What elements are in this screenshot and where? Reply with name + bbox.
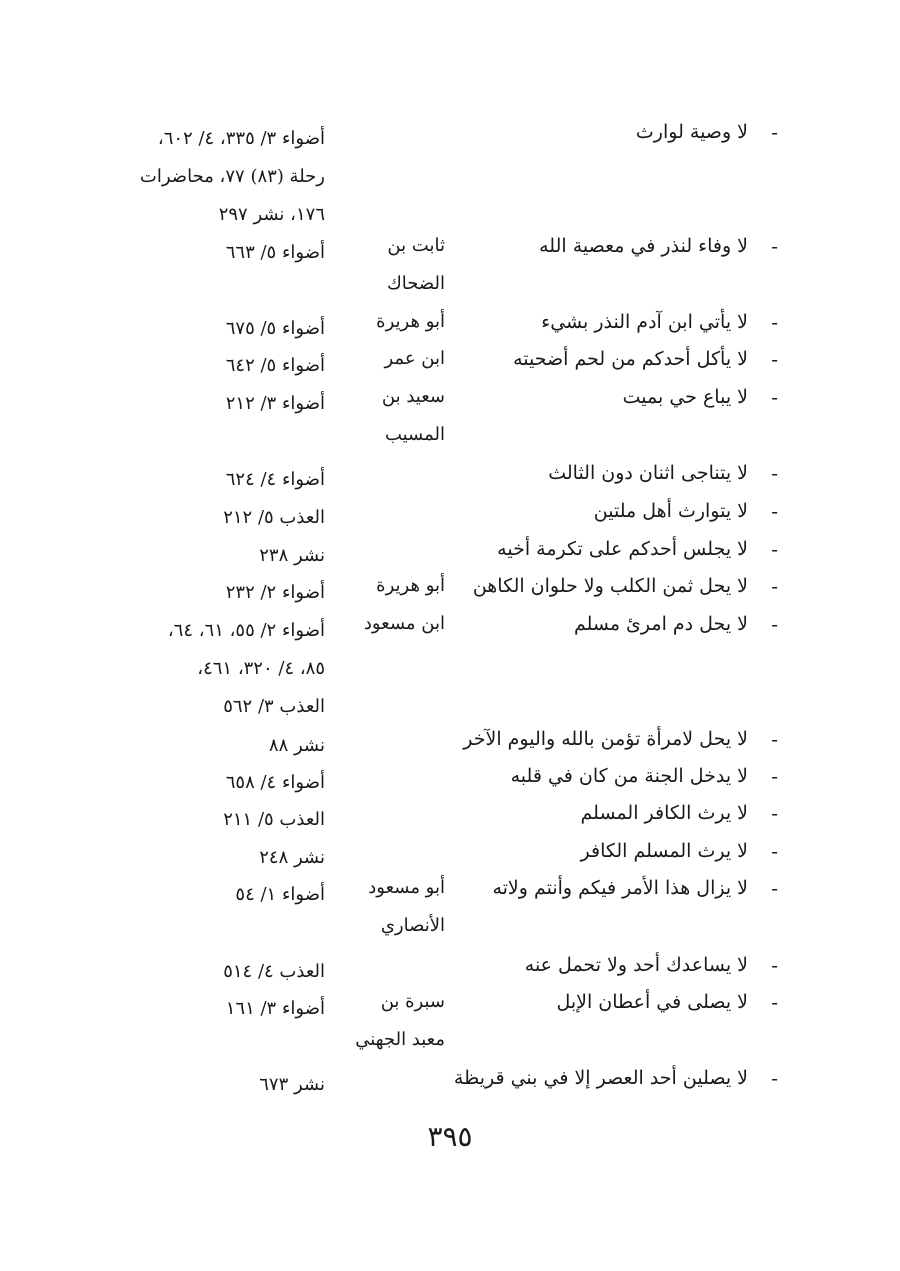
- hadith-text: لا يأكل أحدكم من لحم أضحيته: [513, 348, 748, 370]
- entry-dash: -: [771, 612, 778, 636]
- hadith-text: لا يتناجى اثنان دون الثالث: [548, 462, 748, 484]
- references: أضواء ٥/ ٦٤٢: [225, 355, 325, 376]
- hadith-text: لا يتوارث أهل ملتين: [593, 500, 748, 522]
- index-entry: [0, 839, 900, 877]
- references: نشر ٢٣٨: [259, 545, 325, 566]
- narrator: سعيد بن المسيب: [381, 386, 445, 445]
- hadith-text: لا يساعدك أحد ولا تحمل عنه: [524, 954, 748, 976]
- index-entry: [0, 310, 900, 348]
- index-entry: [0, 801, 900, 839]
- hadith-text: لا وصية لوارث: [635, 121, 748, 143]
- narrator: ابن عمر: [384, 348, 445, 369]
- hadith-text: لا يحل لامرأة تؤمن بالله واليوم الآخر: [463, 728, 748, 750]
- hadith-text: لا يحل دم امرئ مسلم: [573, 613, 748, 635]
- references: أضواء ٤/ ٦٥٨: [225, 772, 325, 793]
- index-entry: [0, 574, 900, 612]
- entry-dash: -: [771, 499, 778, 523]
- entry-dash: -: [771, 1066, 778, 1090]
- hadith-text: لا يجلس أحدكم على تكرمة أخيه: [497, 538, 748, 560]
- references: نشر ٨٨: [268, 735, 325, 756]
- entry-dash: -: [771, 234, 778, 258]
- narrator: [327, 120, 445, 196]
- entry-dash: -: [771, 537, 778, 561]
- index-entry: [0, 876, 900, 936]
- references: أضواء ٣/ ٣٣٥، ٤/ ٦٠٢، رحلة (٨٣) ٧٧، محاضرات ١٧٦، نشر ٢٩٧: [139, 128, 325, 225]
- hadith-text: لا يصلى في أعطان الإبل: [556, 991, 748, 1013]
- references: أضواء ١/ ٥٤: [235, 884, 325, 905]
- references: العذب ٥/ ٢١١: [223, 809, 325, 830]
- hadith-text: لا يرث المسلم الكافر: [580, 840, 748, 862]
- hadith-text: لا يدخل الجنة من كان في قلبه: [510, 765, 748, 787]
- references: أضواء ٢/ ٢٣٢: [225, 582, 325, 603]
- entry-dash: -: [771, 953, 778, 977]
- references: أضواء ٣/ ١٦١: [225, 998, 325, 1019]
- entry-dash: -: [771, 385, 778, 409]
- page-number: ٣٩٥: [427, 1120, 473, 1153]
- references: العذب ٤/ ٥١٤: [223, 961, 325, 982]
- narrator: سبرة بن معبد الجهني: [355, 991, 445, 1050]
- narrator: ابن مسعود: [363, 613, 445, 634]
- entry-dash: -: [771, 801, 778, 825]
- index-entry: [0, 990, 900, 1050]
- entry-dash: -: [771, 347, 778, 371]
- hadith-text: لا يأتي ابن آدم النذر بشيء: [541, 311, 748, 333]
- entry-dash: -: [771, 461, 778, 485]
- entry-dash: -: [771, 727, 778, 751]
- references: أضواء ٤/ ٦٢٤: [225, 469, 325, 490]
- index-entry: [0, 347, 900, 385]
- index-entry: [0, 612, 900, 717]
- entry-dash: -: [771, 839, 778, 863]
- hadith-text: لا يزال هذا الأمر فيكم وأنتم ولاته: [492, 877, 748, 899]
- references: أضواء ٥/ ٦٦٣: [225, 242, 325, 263]
- entry-dash: -: [771, 574, 778, 598]
- index-entry: [0, 537, 900, 575]
- entry-dash: -: [771, 310, 778, 334]
- references: أضواء ٢/ ٥٥، ٦١، ٦٤، ٨٥، ٤/ ٣٢٠، ٤٦١، العذب ٣/ ٥٦٢: [167, 620, 325, 717]
- references: نشر ٢٤٨: [259, 847, 325, 868]
- entry-dash: -: [771, 120, 778, 144]
- index-entry: [0, 764, 900, 802]
- hadith-text: لا يحل ثمن الكلب ولا حلوان الكاهن: [472, 575, 748, 597]
- index-entry: [0, 385, 900, 445]
- references: أضواء ٥/ ٦٧٥: [225, 318, 325, 339]
- hadith-text: لا يباع حي بميت: [622, 386, 748, 408]
- entry-dash: -: [771, 764, 778, 788]
- hadith-text: لا يصلين أحد العصر إلا في بني قريظة: [453, 1067, 748, 1089]
- index-entry: [0, 1066, 900, 1104]
- hadith-text: لا وفاء لنذر في معصية الله: [539, 235, 748, 257]
- narrator: ثابت بن الضحاك: [386, 235, 445, 294]
- references: نشر ٦٧٣: [259, 1074, 325, 1095]
- index-entry: [0, 499, 900, 537]
- index-entry: [0, 953, 900, 991]
- references: العذب ٥/ ٢١٢: [223, 507, 325, 528]
- references: أضواء ٣/ ٢١٢: [225, 393, 325, 414]
- narrator: أبو هريرة: [376, 575, 445, 596]
- index-entry: [0, 234, 900, 294]
- entry-dash: -: [771, 990, 778, 1014]
- index-entry: [0, 120, 900, 225]
- narrator: أبو مسعود الأنصاري: [368, 877, 445, 936]
- narrator: أبو هريرة: [376, 311, 445, 332]
- hadith-text: لا يرث الكافر المسلم: [580, 802, 748, 824]
- index-entry: [0, 727, 900, 765]
- index-entry: [0, 461, 900, 499]
- entry-dash: -: [771, 876, 778, 900]
